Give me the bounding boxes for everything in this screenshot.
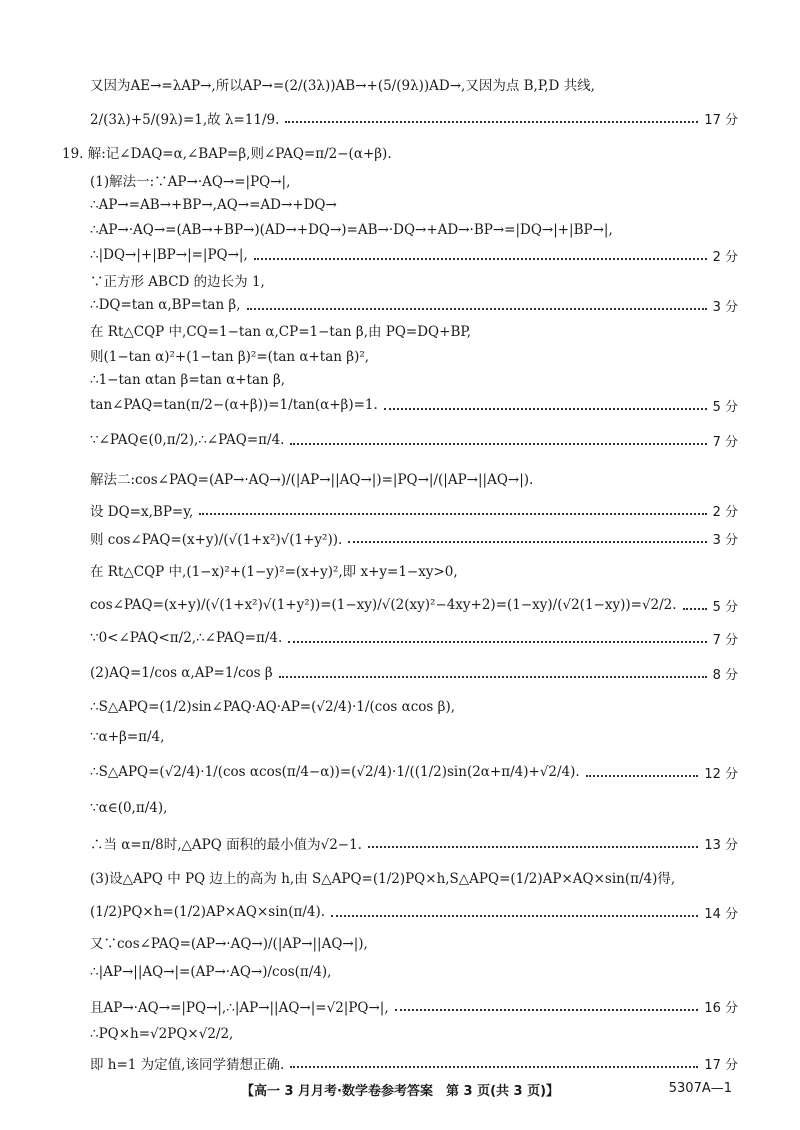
score-label: 3 分 — [712, 299, 738, 315]
answer-line-text: ∵α∈(0,π/4), — [90, 800, 168, 816]
answer-line — [90, 1021, 738, 1047]
answer-line-text: ∵0<∠PAQ<π/2,∴∠PAQ=π/4. — [90, 630, 283, 646]
dotted-leader — [290, 443, 706, 445]
answer-line-text: ∵正方形 ABCD 的边长为 1, — [90, 274, 265, 290]
answer-line — [90, 694, 738, 720]
answer-line-text: cos∠PAQ=(x+y)/(√(1+x²)√(1+y²))=(1−xy)/√(2(xy)²−4xy+2)=(1−xy)/(√2(1−xy))=√2/2. — [90, 597, 677, 613]
answer-line-text: ∴PQ×h=√2PQ×√2/2, — [90, 1026, 234, 1042]
score-label: 17 分 — [704, 1057, 738, 1073]
answer-line-text: 在 Rt△CQP 中,(1−x)²+(1−y)²=(x+y)²,即 x+y=1−xy>0, — [90, 564, 458, 580]
answer-line-text: (1)解法一:∵AP→·AQ→=|PQ→|, — [90, 174, 291, 190]
score-label: 7 分 — [712, 434, 738, 450]
score-label: 13 分 — [704, 837, 738, 853]
answer-line-text: ∴1−tan αtan β=tan α+tan β, — [90, 372, 286, 388]
answer-line — [90, 465, 738, 491]
score-label: 16 分 — [704, 1000, 738, 1016]
page-footer: 【高一 3 月月考·数学卷参考答案 第 3 页(共 3 页)】 — [240, 1083, 560, 1099]
dotted-leader — [279, 676, 707, 678]
answer-line-text: ∴AP→·AQ→=(AB→+BP→)(AD→+DQ→)=AB→·DQ→+AD→·BP→=|DQ→|+|BP→|, — [90, 222, 613, 238]
answer-line — [90, 625, 738, 651]
answer-line-text: 又∵cos∠PAQ=(AP→·AQ→)/(|AP→||AQ→|), — [90, 936, 368, 952]
answer-line — [90, 267, 738, 293]
answer-line — [90, 525, 738, 551]
score-label: 8 分 — [712, 667, 738, 683]
answer-line — [90, 71, 738, 97]
answer-line — [90, 759, 738, 785]
dotted-leader — [247, 308, 707, 310]
score-label: 3 分 — [712, 532, 738, 548]
dotted-leader — [348, 541, 706, 543]
answer-line-text: ∴S△APQ=(√2/4)·1/(cos αcos(π/4−α))=(√2/4)·1/((1/2)sin(2α+π/4)+√2/4). — [90, 764, 580, 780]
answer-line-text: 设 DQ=x,BP=y, — [90, 504, 194, 520]
answer-line-text: ∴当 α=π/8时,△APQ 面积的最小值为√2−1. — [90, 837, 362, 853]
answer-line — [90, 105, 738, 131]
answer-line-text: 又因为AE→=λAP→,所以AP→=(2/(3λ))AB→+(5/(9λ))AD→,又因为点 B,P,D 共线, — [90, 78, 595, 94]
answer-line-text: ∴S△APQ=(1/2)sin∠PAQ·AQ·AP=(√2/4)·1/(cos αcos β), — [90, 699, 456, 715]
answer-line — [90, 929, 738, 955]
answer-line — [90, 242, 738, 268]
score-label: 12 分 — [704, 766, 738, 782]
score-label: 17 分 — [704, 112, 738, 128]
answer-line-text: ∴DQ=tan α,BP=tan β, — [90, 297, 241, 313]
answer-line — [90, 192, 738, 218]
answer-line — [90, 427, 738, 453]
answer-line — [90, 830, 738, 856]
answer-line-text: 则 cos∠PAQ=(x+y)/(√(1+x²)√(1+y²)). — [90, 532, 343, 548]
answer-line-text: 19. 解:记∠DAQ=α,∠BAP=β,则∠PAQ=π/2−(α+β). — [62, 146, 392, 162]
answer-line-text: (2)AQ=1/cos α,AP=1/cos β — [90, 665, 273, 681]
answer-line — [90, 557, 738, 583]
dotted-leader — [395, 1009, 699, 1011]
answer-line-text: 解法二:cos∠PAQ=(AP→·AQ→)/(|AP→||AQ→|)=|PQ→|/(|AP→||AQ→|). — [90, 472, 534, 488]
answer-line-text: (3)设△APQ 中 PQ 边上的高为 h,由 S△APQ=(1/2)PQ×h,S△APQ=(1/2)AP×AQ×sin(π/4)得, — [90, 871, 676, 887]
answer-line-text: 即 h=1 为定值,该同学猜想正确. — [90, 1057, 285, 1073]
answer-line — [90, 1050, 738, 1076]
answer-line — [90, 342, 738, 368]
answer-line-text: 在 Rt△CQP 中,CQ=1−tan α,CP=1−tan β,由 PQ=DQ+BP, — [90, 324, 471, 340]
dotted-leader — [331, 915, 698, 917]
answer-line-text: ∴|DQ→|+|BP→|=|PQ→|, — [90, 247, 248, 263]
dotted-leader — [586, 775, 699, 777]
answer-line-text: ∴|AP→||AQ→|=(AP→·AQ→)/cos(π/4), — [90, 964, 332, 980]
answer-line-text: tan∠PAQ=tan(π/2−(α+β))=1/tan(α+β)=1. — [90, 397, 378, 413]
dotted-leader — [199, 513, 706, 515]
score-label: 2 分 — [712, 504, 738, 520]
score-label: 7 分 — [712, 632, 738, 648]
answer-line-text: 则(1−tan α)²+(1−tan β)²=(tan α+tan β)², — [90, 349, 370, 365]
answer-line — [90, 217, 738, 243]
answer-line — [90, 795, 738, 821]
answer-line-text: (1/2)PQ×h=(1/2)AP×AQ×sin(π/4). — [90, 904, 326, 920]
answer-line — [90, 864, 738, 890]
dotted-leader — [384, 408, 707, 410]
answer-line — [90, 592, 738, 618]
dotted-leader — [288, 641, 706, 643]
answer-line — [90, 899, 738, 925]
answer-line — [90, 497, 738, 523]
answer-line — [62, 139, 738, 165]
score-label: 14 分 — [704, 906, 738, 922]
answer-line — [90, 959, 738, 985]
answer-line — [90, 392, 738, 418]
answer-line — [90, 292, 738, 318]
paper-code: 5307A—1 — [668, 1081, 732, 1096]
dotted-leader — [368, 846, 698, 848]
answer-line — [90, 317, 738, 343]
dotted-leader — [254, 258, 707, 260]
answer-line-text: ∵∠PAQ∈(0,π/2),∴∠PAQ=π/4. — [90, 432, 285, 448]
answer-line — [90, 993, 738, 1019]
answer-line — [90, 724, 738, 750]
score-label: 5 分 — [712, 399, 738, 415]
dotted-leader — [290, 1066, 698, 1068]
answer-line-text: 2/(3λ)+5/(9λ)=1,故 λ=11/9. — [90, 112, 280, 128]
score-label: 5 分 — [712, 599, 738, 615]
answer-line-text: ∵α+β=π/4, — [90, 729, 165, 745]
dotted-leader — [683, 608, 707, 610]
score-label: 2 分 — [712, 249, 738, 265]
answer-line — [90, 167, 738, 193]
dotted-leader — [285, 121, 698, 123]
answer-line-text: ∴AP→=AB→+BP→,AQ→=AD→+DQ→ — [90, 197, 337, 213]
answer-line-text: 且AP→·AQ→=|PQ→|,∴|AP→||AQ→|=√2|PQ→|, — [90, 1000, 389, 1016]
answer-line — [90, 660, 738, 686]
answer-line — [90, 367, 738, 393]
